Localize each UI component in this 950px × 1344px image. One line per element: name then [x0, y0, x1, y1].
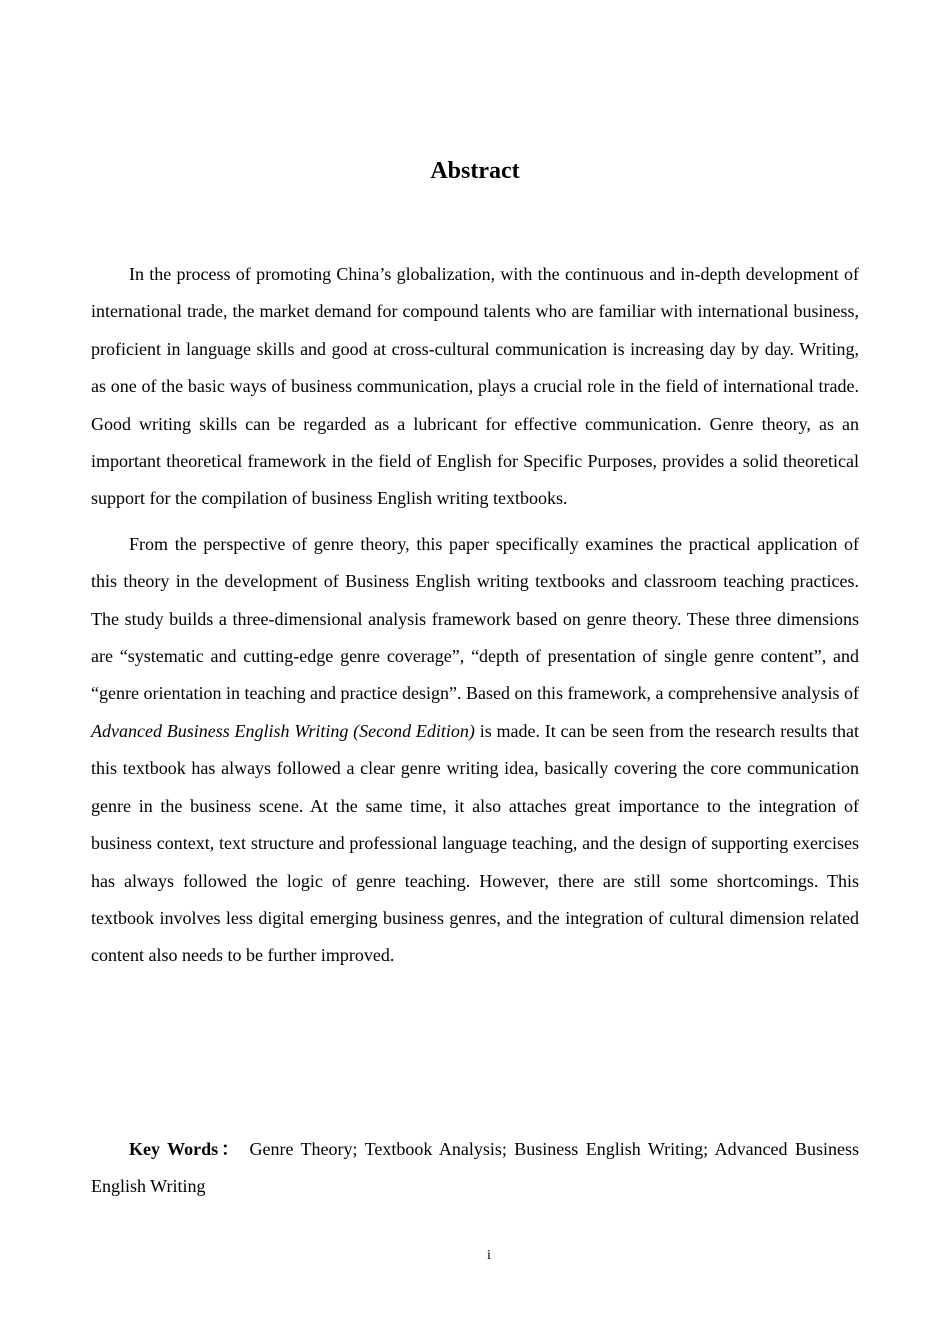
- keywords-line: [91, 1131, 859, 1206]
- keywords-label: Key Words：: [129, 1139, 243, 1159]
- page-number: i: [487, 1248, 491, 1263]
- abstract-body: [91, 256, 859, 975]
- keywords-text: Genre Theory; Textbook Analysis; Business English Writing; Advanced Business English Writing: [91, 1139, 859, 1197]
- abstract-paragraph-2: [91, 526, 859, 975]
- paragraph-2-text-start: From the perspective of genre theory, this paper specifically examines the practical application of this theory in the development of Business English writing textbooks and classroom teaching practices. The study builds a three-dimensional analysis framework based on genre theory. These three dimensions are “systematic and cutting-edge genre coverage”, “depth of presentation of single genre content”, and “genre orientation in teaching and practice design”. Based on this framework, a comprehensive analysis of: [91, 533, 859, 704]
- page-title: Abstract: [430, 158, 520, 184]
- textbook-title: Advanced Business English Writing (Second Edition): [91, 720, 475, 741]
- abstract-paragraph-1: In the process of promoting China’s globalization, with the continuous and in-depth development of international trade, the market demand for compound talents who are familiar with international business, proficient in language skills and good at cross-cultural communication is increasing day by day. Writing, as one of the basic ways of business communication, plays a crucial role in the field of international trade. Good writing skills can be regarded as a lubricant for effective communication. Genre theory, as an important theoretical framework in the field of English for Specific Purposes, provides a solid theoretical support for the compilation of business English writing textbooks.: [91, 264, 859, 509]
- paragraph-2-text-end: is made. It can be seen from the research results that this textbook has always followed a clear genre writing idea, basically covering the core communication genre in the business scene. At the same time, it also attaches great importance to the integration of business context, text structure and professional language teaching, and the design of supporting exercises has always followed the logic of genre teaching. However, there are still some shortcomings. This textbook involves less digital emerging business genres, and the integration of cultural dimension related content also needs to be further improved.: [91, 720, 859, 966]
